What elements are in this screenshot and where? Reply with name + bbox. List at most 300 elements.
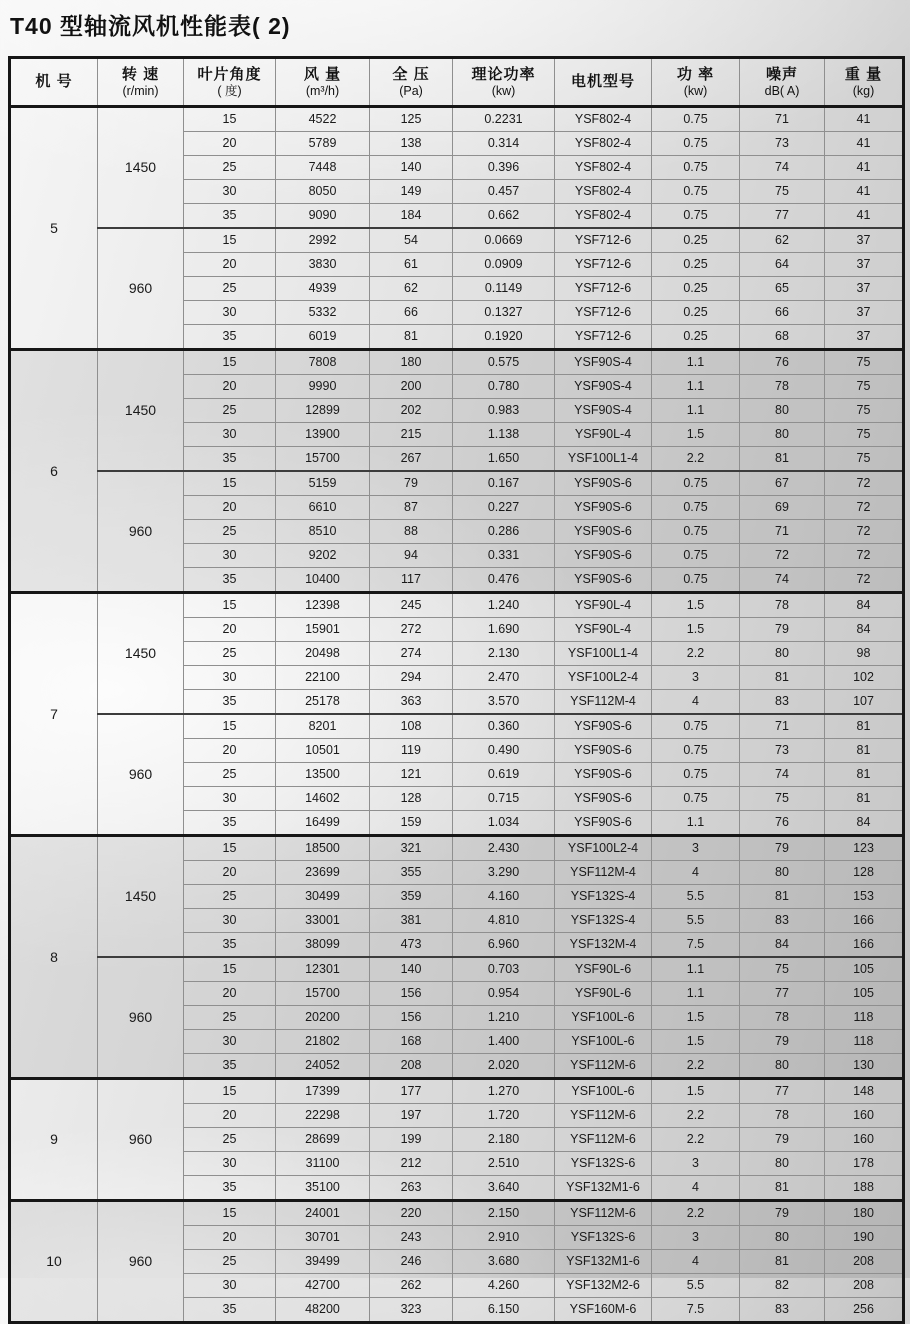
cell-noise: 78 (740, 593, 825, 618)
cell-noise: 84 (740, 933, 825, 958)
cell-noise: 81 (740, 666, 825, 690)
cell-pressure: 272 (370, 618, 453, 642)
cell-weight: 178 (825, 1152, 904, 1176)
machine-number-cell: 8 (10, 836, 98, 1079)
cell-pressure: 473 (370, 933, 453, 958)
cell-weight: 118 (825, 1006, 904, 1030)
cell-angle: 25 (184, 1006, 276, 1030)
cell-airflow: 12398 (276, 593, 370, 618)
cell-pressure: 208 (370, 1054, 453, 1079)
cell-motor: YSF100L-6 (555, 1079, 652, 1104)
cell-power: 0.75 (652, 520, 740, 544)
cell-theo-power: 1.240 (453, 593, 555, 618)
cell-power: 0.75 (652, 471, 740, 496)
cell-theo-power: 0.396 (453, 156, 555, 180)
cell-theo-power: 1.720 (453, 1104, 555, 1128)
cell-pressure: 168 (370, 1030, 453, 1054)
cell-airflow: 8201 (276, 714, 370, 739)
cell-angle: 35 (184, 933, 276, 958)
cell-pressure: 88 (370, 520, 453, 544)
cell-pressure: 156 (370, 982, 453, 1006)
cell-angle: 35 (184, 325, 276, 350)
cell-weight: 118 (825, 1030, 904, 1054)
cell-angle: 15 (184, 350, 276, 375)
cell-theo-power: 4.260 (453, 1274, 555, 1298)
cell-motor: YSF90L-4 (555, 423, 652, 447)
cell-pressure: 359 (370, 885, 453, 909)
fan-performance-table (8, 56, 905, 1324)
speed-cell: 1450 (98, 107, 184, 229)
column-header-label: 风 量 (303, 65, 342, 83)
cell-power: 1.1 (652, 957, 740, 982)
cell-noise: 72 (740, 544, 825, 568)
cell-pressure: 177 (370, 1079, 453, 1104)
cell-noise: 80 (740, 1226, 825, 1250)
cell-noise: 74 (740, 568, 825, 593)
cell-motor: YSF802-4 (555, 204, 652, 229)
cell-weight: 41 (825, 107, 904, 132)
cell-power: 1.5 (652, 423, 740, 447)
cell-pressure: 323 (370, 1298, 453, 1323)
cell-angle: 25 (184, 277, 276, 301)
cell-weight: 37 (825, 228, 904, 253)
cell-angle: 15 (184, 1079, 276, 1104)
column-header-weight (825, 58, 904, 107)
cell-pressure: 243 (370, 1226, 453, 1250)
cell-pressure: 262 (370, 1274, 453, 1298)
speed-cell: 960 (98, 471, 184, 593)
cell-motor: YSF90S-4 (555, 350, 652, 375)
cell-angle: 20 (184, 375, 276, 399)
cell-power: 4 (652, 1250, 740, 1274)
cell-theo-power: 1.650 (453, 447, 555, 472)
cell-angle: 25 (184, 399, 276, 423)
column-header-angle (184, 58, 276, 107)
cell-motor: YSF712-6 (555, 228, 652, 253)
cell-angle: 25 (184, 642, 276, 666)
cell-weight: 166 (825, 933, 904, 958)
cell-theo-power: 6.960 (453, 933, 555, 958)
cell-pressure: 245 (370, 593, 453, 618)
cell-angle: 35 (184, 1176, 276, 1201)
cell-noise: 69 (740, 496, 825, 520)
column-header-label: 电机型号 (570, 73, 635, 90)
cell-pressure: 263 (370, 1176, 453, 1201)
cell-pressure: 220 (370, 1201, 453, 1226)
cell-weight: 180 (825, 1201, 904, 1226)
cell-motor: YSF100L-6 (555, 1030, 652, 1054)
cell-airflow: 22100 (276, 666, 370, 690)
cell-pressure: 62 (370, 277, 453, 301)
cell-power: 7.5 (652, 933, 740, 958)
cell-noise: 73 (740, 739, 825, 763)
cell-noise: 68 (740, 325, 825, 350)
cell-power: 1.5 (652, 1030, 740, 1054)
cell-power: 1.5 (652, 618, 740, 642)
column-header-label: 理论功率 (471, 65, 536, 83)
cell-motor: YSF90S-6 (555, 714, 652, 739)
cell-angle: 20 (184, 253, 276, 277)
cell-power: 0.75 (652, 568, 740, 593)
cell-theo-power: 2.130 (453, 642, 555, 666)
speed-cell: 1450 (98, 836, 184, 958)
cell-weight: 208 (825, 1274, 904, 1298)
cell-pressure: 355 (370, 861, 453, 885)
cell-angle: 15 (184, 836, 276, 861)
cell-motor: YSF802-4 (555, 132, 652, 156)
page-title: T40 型轴流风机性能表( 2) (10, 13, 291, 39)
cell-theo-power: 0.457 (453, 180, 555, 204)
cell-airflow: 12301 (276, 957, 370, 982)
cell-noise: 80 (740, 399, 825, 423)
cell-motor: YSF132M-4 (555, 933, 652, 958)
cell-noise: 76 (740, 811, 825, 836)
cell-theo-power: 1.034 (453, 811, 555, 836)
cell-angle: 15 (184, 1201, 276, 1226)
cell-airflow: 17399 (276, 1079, 370, 1104)
cell-noise: 80 (740, 642, 825, 666)
cell-weight: 153 (825, 885, 904, 909)
cell-theo-power: 0.331 (453, 544, 555, 568)
cell-weight: 41 (825, 180, 904, 204)
cell-weight: 75 (825, 399, 904, 423)
cell-theo-power: 0.703 (453, 957, 555, 982)
cell-pressure: 381 (370, 909, 453, 933)
cell-theo-power: 0.0669 (453, 228, 555, 253)
cell-airflow: 7808 (276, 350, 370, 375)
cell-pressure: 274 (370, 642, 453, 666)
cell-pressure: 128 (370, 787, 453, 811)
column-header-power (652, 58, 740, 107)
cell-theo-power: 0.286 (453, 520, 555, 544)
cell-motor: YSF90S-6 (555, 544, 652, 568)
cell-airflow: 6019 (276, 325, 370, 350)
cell-airflow: 15901 (276, 618, 370, 642)
cell-angle: 15 (184, 471, 276, 496)
cell-angle: 25 (184, 763, 276, 787)
cell-weight: 190 (825, 1226, 904, 1250)
cell-motor: YSF90S-6 (555, 763, 652, 787)
cell-noise: 74 (740, 763, 825, 787)
table-header (10, 58, 904, 107)
cell-motor: YSF100L-6 (555, 1006, 652, 1030)
cell-pressure: 79 (370, 471, 453, 496)
table-row (10, 1201, 904, 1226)
cell-weight: 72 (825, 544, 904, 568)
table-row (10, 471, 904, 496)
table-row (10, 836, 904, 861)
cell-motor: YSF112M-6 (555, 1054, 652, 1079)
cell-weight: 81 (825, 739, 904, 763)
speed-cell: 960 (98, 957, 184, 1079)
cell-angle: 30 (184, 301, 276, 325)
cell-weight: 130 (825, 1054, 904, 1079)
cell-angle: 30 (184, 1030, 276, 1054)
cell-theo-power: 6.150 (453, 1298, 555, 1323)
cell-weight: 84 (825, 811, 904, 836)
cell-airflow: 31100 (276, 1152, 370, 1176)
cell-angle: 15 (184, 593, 276, 618)
cell-airflow: 4522 (276, 107, 370, 132)
cell-power: 1.1 (652, 982, 740, 1006)
cell-airflow: 6610 (276, 496, 370, 520)
cell-angle: 35 (184, 204, 276, 229)
cell-noise: 62 (740, 228, 825, 253)
cell-pressure: 61 (370, 253, 453, 277)
cell-theo-power: 1.690 (453, 618, 555, 642)
cell-weight: 208 (825, 1250, 904, 1274)
table-row (10, 957, 904, 982)
cell-angle: 20 (184, 1226, 276, 1250)
cell-weight: 81 (825, 763, 904, 787)
column-header-noise (740, 58, 825, 107)
cell-airflow: 38099 (276, 933, 370, 958)
cell-airflow: 7448 (276, 156, 370, 180)
cell-weight: 37 (825, 301, 904, 325)
cell-weight: 37 (825, 253, 904, 277)
table-row (10, 228, 904, 253)
cell-pressure: 180 (370, 350, 453, 375)
cell-power: 3 (652, 666, 740, 690)
table-body (10, 107, 904, 1323)
cell-noise: 78 (740, 1006, 825, 1030)
cell-theo-power: 0.1920 (453, 325, 555, 350)
cell-airflow: 10400 (276, 568, 370, 593)
cell-power: 5.5 (652, 885, 740, 909)
cell-noise: 75 (740, 180, 825, 204)
cell-motor: YSF100L1-4 (555, 642, 652, 666)
cell-motor: YSF712-6 (555, 253, 652, 277)
cell-power: 0.75 (652, 763, 740, 787)
cell-airflow: 23699 (276, 861, 370, 885)
cell-pressure: 267 (370, 447, 453, 472)
column-header-pressure (370, 58, 453, 107)
cell-airflow: 4939 (276, 277, 370, 301)
cell-weight: 41 (825, 156, 904, 180)
cell-theo-power: 2.150 (453, 1201, 555, 1226)
cell-power: 0.75 (652, 544, 740, 568)
cell-angle: 15 (184, 228, 276, 253)
cell-weight: 160 (825, 1128, 904, 1152)
cell-motor: YSF90S-6 (555, 787, 652, 811)
cell-motor: YSF90S-6 (555, 739, 652, 763)
cell-airflow: 5159 (276, 471, 370, 496)
cell-theo-power: 2.430 (453, 836, 555, 861)
cell-theo-power: 0.715 (453, 787, 555, 811)
cell-pressure: 81 (370, 325, 453, 350)
cell-motor: YSF90L-4 (555, 593, 652, 618)
cell-airflow: 24001 (276, 1201, 370, 1226)
cell-power: 1.1 (652, 375, 740, 399)
cell-airflow: 48200 (276, 1298, 370, 1323)
cell-theo-power: 0.227 (453, 496, 555, 520)
cell-noise: 79 (740, 1128, 825, 1152)
cell-noise: 77 (740, 1079, 825, 1104)
cell-theo-power: 0.476 (453, 568, 555, 593)
cell-power: 2.2 (652, 642, 740, 666)
cell-angle: 20 (184, 1104, 276, 1128)
cell-angle: 35 (184, 811, 276, 836)
column-header-label: 功 率 (676, 65, 715, 83)
cell-angle: 15 (184, 957, 276, 982)
cell-noise: 80 (740, 1054, 825, 1079)
column-header-unit: (r/min) (122, 83, 159, 98)
cell-airflow: 8510 (276, 520, 370, 544)
cell-motor: YSF132S-4 (555, 885, 652, 909)
cell-airflow: 18500 (276, 836, 370, 861)
cell-theo-power: 0.490 (453, 739, 555, 763)
cell-noise: 79 (740, 836, 825, 861)
cell-theo-power: 4.810 (453, 909, 555, 933)
cell-airflow: 35100 (276, 1176, 370, 1201)
cell-theo-power: 2.910 (453, 1226, 555, 1250)
cell-noise: 79 (740, 618, 825, 642)
cell-noise: 80 (740, 423, 825, 447)
cell-motor: YSF90L-6 (555, 982, 652, 1006)
cell-noise: 67 (740, 471, 825, 496)
cell-weight: 84 (825, 618, 904, 642)
cell-weight: 166 (825, 909, 904, 933)
cell-weight: 160 (825, 1104, 904, 1128)
cell-weight: 37 (825, 277, 904, 301)
cell-airflow: 39499 (276, 1250, 370, 1274)
cell-power: 3 (652, 1152, 740, 1176)
cell-weight: 72 (825, 471, 904, 496)
cell-noise: 75 (740, 957, 825, 982)
cell-airflow: 8050 (276, 180, 370, 204)
cell-power: 5.5 (652, 1274, 740, 1298)
cell-pressure: 294 (370, 666, 453, 690)
cell-airflow: 30701 (276, 1226, 370, 1250)
cell-noise: 74 (740, 156, 825, 180)
cell-theo-power: 3.640 (453, 1176, 555, 1201)
cell-weight: 148 (825, 1079, 904, 1104)
cell-motor: YSF160M-6 (555, 1298, 652, 1323)
cell-motor: YSF90S-6 (555, 811, 652, 836)
cell-angle: 35 (184, 690, 276, 715)
cell-angle: 15 (184, 107, 276, 132)
cell-pressure: 200 (370, 375, 453, 399)
cell-power: 4 (652, 1176, 740, 1201)
machine-number-cell: 5 (10, 107, 98, 350)
cell-angle: 20 (184, 496, 276, 520)
cell-theo-power: 0.780 (453, 375, 555, 399)
cell-power: 2.2 (652, 1201, 740, 1226)
cell-airflow: 24052 (276, 1054, 370, 1079)
cell-motor: YSF802-4 (555, 180, 652, 204)
cell-pressure: 94 (370, 544, 453, 568)
cell-theo-power: 2.020 (453, 1054, 555, 1079)
column-header-label: 噪声 (765, 65, 798, 83)
cell-airflow: 9202 (276, 544, 370, 568)
column-header-label: 转 速 (121, 65, 160, 83)
cell-pressure: 108 (370, 714, 453, 739)
cell-power: 0.25 (652, 228, 740, 253)
cell-noise: 81 (740, 1250, 825, 1274)
speed-cell: 960 (98, 1201, 184, 1323)
cell-pressure: 117 (370, 568, 453, 593)
cell-airflow: 25178 (276, 690, 370, 715)
cell-noise: 71 (740, 520, 825, 544)
cell-noise: 78 (740, 1104, 825, 1128)
speed-cell: 1450 (98, 593, 184, 715)
cell-noise: 77 (740, 982, 825, 1006)
cell-angle: 25 (184, 520, 276, 544)
cell-motor: YSF112M-6 (555, 1104, 652, 1128)
cell-motor: YSF90S-6 (555, 471, 652, 496)
cell-airflow: 20200 (276, 1006, 370, 1030)
cell-power: 0.75 (652, 787, 740, 811)
cell-power: 1.5 (652, 593, 740, 618)
cell-motor: YSF112M-6 (555, 1128, 652, 1152)
column-header-label: 重 量 (844, 65, 883, 83)
machine-number-cell: 7 (10, 593, 98, 836)
cell-airflow: 16499 (276, 811, 370, 836)
cell-theo-power: 1.270 (453, 1079, 555, 1104)
table-row (10, 593, 904, 618)
cell-power: 1.1 (652, 811, 740, 836)
cell-angle: 20 (184, 618, 276, 642)
cell-power: 2.2 (652, 1128, 740, 1152)
cell-motor: YSF802-4 (555, 107, 652, 132)
cell-power: 5.5 (652, 909, 740, 933)
cell-pressure: 159 (370, 811, 453, 836)
cell-pressure: 121 (370, 763, 453, 787)
cell-theo-power: 0.954 (453, 982, 555, 1006)
cell-angle: 30 (184, 787, 276, 811)
cell-angle: 30 (184, 666, 276, 690)
cell-weight: 123 (825, 836, 904, 861)
cell-motor: YSF90S-6 (555, 496, 652, 520)
cell-motor: YSF100L2-4 (555, 666, 652, 690)
cell-weight: 81 (825, 787, 904, 811)
cell-pressure: 140 (370, 957, 453, 982)
cell-pressure: 363 (370, 690, 453, 715)
cell-airflow: 13900 (276, 423, 370, 447)
cell-motor: YSF132M1-6 (555, 1250, 652, 1274)
column-header-label: 叶片角度 (197, 65, 262, 83)
cell-angle: 20 (184, 982, 276, 1006)
cell-noise: 83 (740, 1298, 825, 1323)
cell-noise: 80 (740, 1152, 825, 1176)
cell-motor: YSF132S-4 (555, 909, 652, 933)
cell-angle: 35 (184, 1298, 276, 1323)
cell-theo-power: 0.314 (453, 132, 555, 156)
cell-power: 7.5 (652, 1298, 740, 1323)
cell-airflow: 3830 (276, 253, 370, 277)
cell-theo-power: 0.619 (453, 763, 555, 787)
cell-power: 0.75 (652, 180, 740, 204)
cell-noise: 83 (740, 690, 825, 715)
cell-motor: YSF712-6 (555, 277, 652, 301)
cell-angle: 30 (184, 909, 276, 933)
cell-motor: YSF90S-6 (555, 520, 652, 544)
cell-motor: YSF90L-4 (555, 618, 652, 642)
cell-angle: 35 (184, 1054, 276, 1079)
cell-pressure: 212 (370, 1152, 453, 1176)
cell-power: 0.75 (652, 132, 740, 156)
cell-airflow: 14602 (276, 787, 370, 811)
column-header-label: 全 压 (392, 65, 430, 83)
cell-noise: 81 (740, 1176, 825, 1201)
cell-theo-power: 0.2231 (453, 107, 555, 132)
speed-cell: 960 (98, 714, 184, 836)
cell-theo-power: 2.510 (453, 1152, 555, 1176)
cell-motor: YSF712-6 (555, 301, 652, 325)
cell-power: 0.25 (652, 253, 740, 277)
cell-noise: 81 (740, 447, 825, 472)
cell-theo-power: 3.290 (453, 861, 555, 885)
